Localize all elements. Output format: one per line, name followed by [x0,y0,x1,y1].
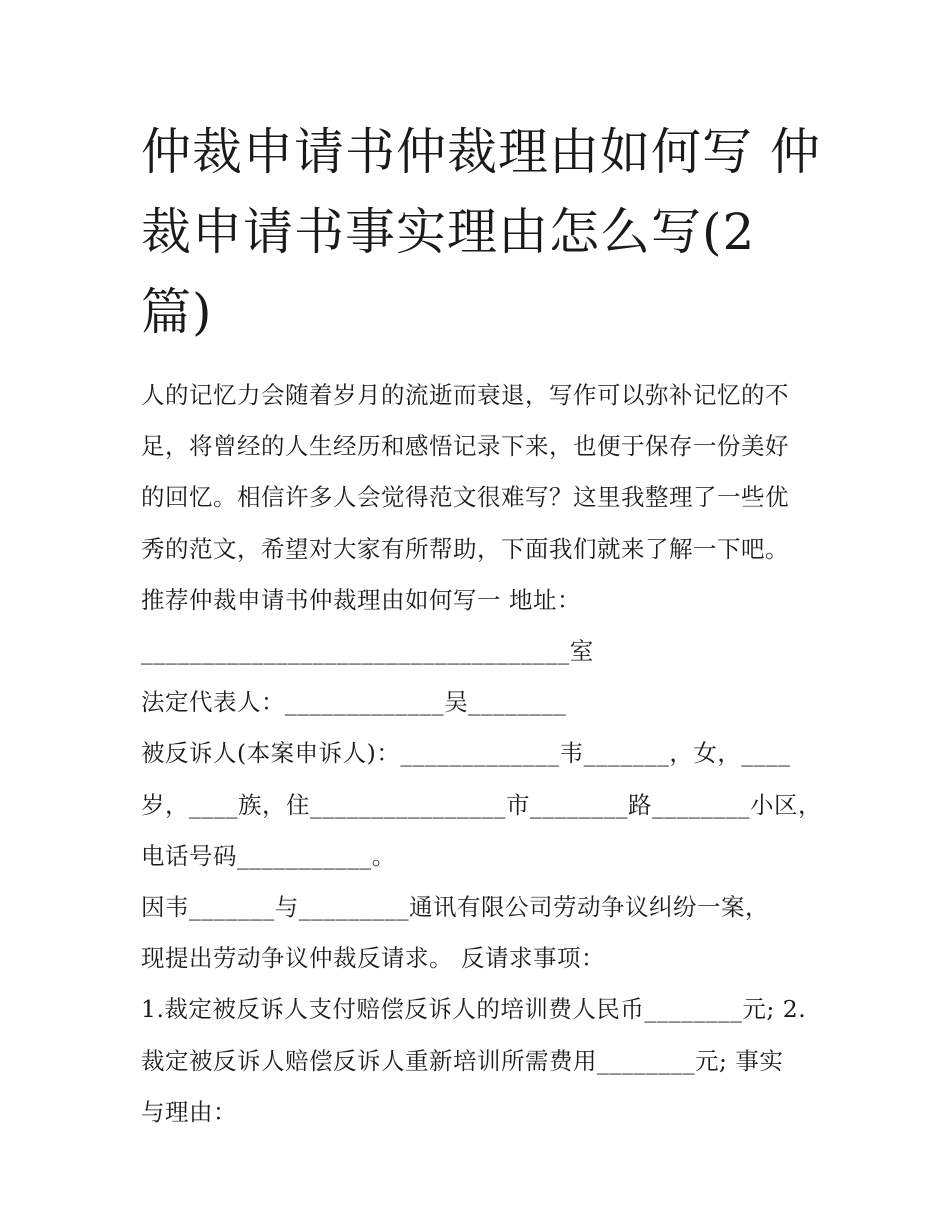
counterclaim-line: 现提出劳动争议仲裁反请求。 反请求事项： [141,944,605,973]
respondent-line: 被反诉人(本案申诉人)：_____________韦_______，女，____ [141,739,791,768]
body-line: 秀的范文，希望对大家有所帮助，下面我们就来了解一下吧。 [141,534,789,563]
claim-item-line: 1.裁定被反诉人支付赔偿反诉人的培训费人民币________元; 2. [141,995,807,1024]
case-line: 因韦_______与_________通讯有限公司劳动争议纠纷一案， [141,893,769,922]
body-line: 推荐仲裁申请书仲裁理由如何写一 地址： [141,585,581,614]
facts-heading-line: 与理由： [141,1097,237,1126]
document-title: 仲裁申请书仲裁理由如何写 仲裁申请书事实理由怎么写(2篇) [141,123,821,341]
claim-item-line: 裁定被反诉人赔偿反诉人重新培训所需费用________元; 事实 [141,1046,784,1075]
body-line: 足，将曾经的人生经历和感悟记录下来，也便于保存一份美好 [141,432,789,461]
respondent-address-line: 岁，____族，住________________市________路________小区， [141,790,822,819]
phone-line: 电话号码___________。 [141,841,396,870]
document-body [141,370,821,1138]
body-line: 人的记忆力会随着岁月的流逝而衰退，写作可以弥补记忆的不 [141,381,789,409]
legal-representative-line: 法定代表人：_____________吴________ [141,688,567,717]
body-line: 的回忆。相信许多人会觉得范文很难写？这里我整理了一些优 [141,483,789,512]
address-blank-line: ___________________________________室 [141,637,594,666]
document-page [141,112,821,1138]
